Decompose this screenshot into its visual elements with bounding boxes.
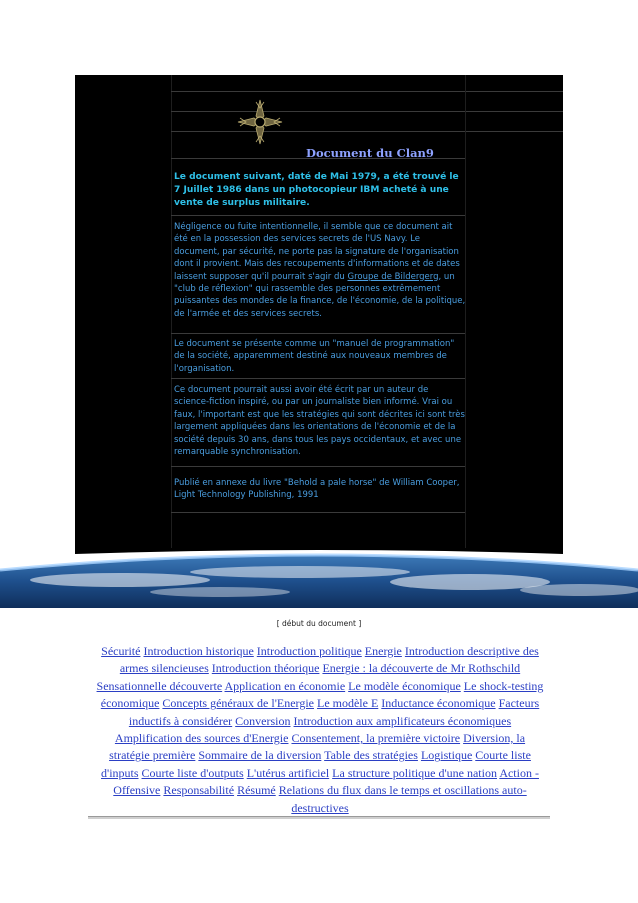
- cross-emblem-icon: [236, 98, 284, 146]
- toc-link[interactable]: Table des stratégies: [324, 748, 418, 763]
- toc-link[interactable]: Energie : la découverte de Mr Rothschild: [322, 661, 521, 676]
- toc-link[interactable]: La structure politique d'une nation: [332, 765, 497, 780]
- paragraph-source: Publié en annexe du livre "Behold a pale horse" de William Cooper, Light Technology Publishing, 1991: [174, 478, 460, 501]
- toc-link[interactable]: Introduction politique: [256, 644, 362, 658]
- toc-link[interactable]: Sécurité: [101, 644, 141, 658]
- toc-link[interactable]: Responsabilité: [163, 783, 235, 798]
- table-rule: [171, 215, 465, 216]
- paragraph-manual: Le document se présente comme un "manuel de programmation" de la société, apparemment destiné aux nouveaux membres de l'organisation.: [174, 339, 455, 374]
- bildergerg-link[interactable]: Groupe de Bildergerg: [347, 271, 439, 282]
- table-rule: [171, 131, 563, 132]
- toc-link[interactable]: Introduction descriptive des armes silencieuses: [119, 644, 539, 676]
- table-rule: [171, 466, 465, 467]
- toc-link[interactable]: Sensationnelle découverte: [96, 678, 223, 693]
- toc-link[interactable]: Logistique: [420, 748, 473, 763]
- table-rule: [171, 333, 465, 334]
- toc-link[interactable]: Introduction historique: [143, 644, 254, 658]
- table-rule: [171, 378, 465, 379]
- intro-text: Le document suivant, daté de Mai 1979, a été trouvé le 7 Juillet 1986 dans un photocopieur IBM acheté à une vente de surplus militaire.: [174, 172, 459, 208]
- toc-link[interactable]: Courte liste d'inputs: [101, 748, 531, 780]
- paragraph-origin: [174, 221, 466, 320]
- horizontal-divider: [88, 816, 550, 819]
- toc-link[interactable]: Sommaire de la diversion: [198, 748, 322, 763]
- table-rule: [171, 111, 563, 112]
- toc-link[interactable]: Diversion, la stratégie première: [109, 731, 526, 763]
- toc-link[interactable]: Facteurs inductifs à considérer: [128, 696, 540, 728]
- toc-link[interactable]: Courte liste d'outputs: [141, 765, 244, 780]
- paragraph-authenticity: Ce document pourrait aussi avoir été écrit par un auteur de science-fiction inspiré, ou par un journaliste bien informé. Vrai ou faux, l'important est que les stratégies qui sont décrites ici sont très largement appliquées dans les orientations de l'économie et de la société depuis 30 ans, dans tous les pays occidentaux, et avec une remarquable synchronisation.: [174, 385, 465, 458]
- toc-link[interactable]: Energie: [364, 644, 402, 658]
- toc-link[interactable]: Le modèle économique: [348, 678, 461, 693]
- toc-link[interactable]: Application en économie: [224, 678, 346, 693]
- toc-link[interactable]: Résumé: [237, 783, 276, 798]
- paragraph-origin-text-end: , un "club de réflexion" qui rassemble des personnes extrêmement puissantes des mondes de la finance, de l'économie, de la politique, de l'armée et des services secrets.: [174, 271, 466, 319]
- table-rule: [171, 512, 465, 513]
- toc-link[interactable]: Conversion: [235, 713, 291, 728]
- toc-link[interactable]: Action - Offensive: [113, 765, 539, 798]
- document-title: Document du Clan9: [306, 146, 434, 160]
- left-column: [75, 75, 172, 553]
- toc-link[interactable]: Relations du flux dans le temps et oscillations auto-destructives: [278, 783, 527, 815]
- earth-horizon-image: [0, 548, 638, 608]
- toc-link[interactable]: Le modèle E: [316, 696, 379, 711]
- toc-link[interactable]: Le shock-testing économique: [100, 678, 544, 711]
- table-rule: [171, 91, 563, 92]
- toc-link[interactable]: Inductance économique: [381, 696, 496, 711]
- toc-link[interactable]: Concepts généraux de l'Energie: [162, 696, 314, 711]
- toc-link[interactable]: L'utérus artificiel: [246, 765, 330, 780]
- toc-link[interactable]: Introduction théorique: [211, 661, 320, 676]
- toc-link[interactable]: Amplification des sources d'Energie: [114, 731, 289, 746]
- toc-link[interactable]: Consentement, la première victoire: [291, 731, 461, 746]
- document-begin-marker: [ début du document ]: [276, 619, 362, 628]
- toc-link[interactable]: Introduction aux amplificateurs économiques: [293, 713, 512, 728]
- table-of-contents: [96, 643, 544, 817]
- paragraph-origin-text: Négligence ou fuite intentionnelle, il semble que ce document ait été en la possession des services secrets de l'US Navy. Le document, par sécurité, ne porte pas la signature de l'organisation dont il provient. Mais des recoupements d'informations et de dates laissent supposer qu'il pourrait s'agir du: [174, 222, 460, 282]
